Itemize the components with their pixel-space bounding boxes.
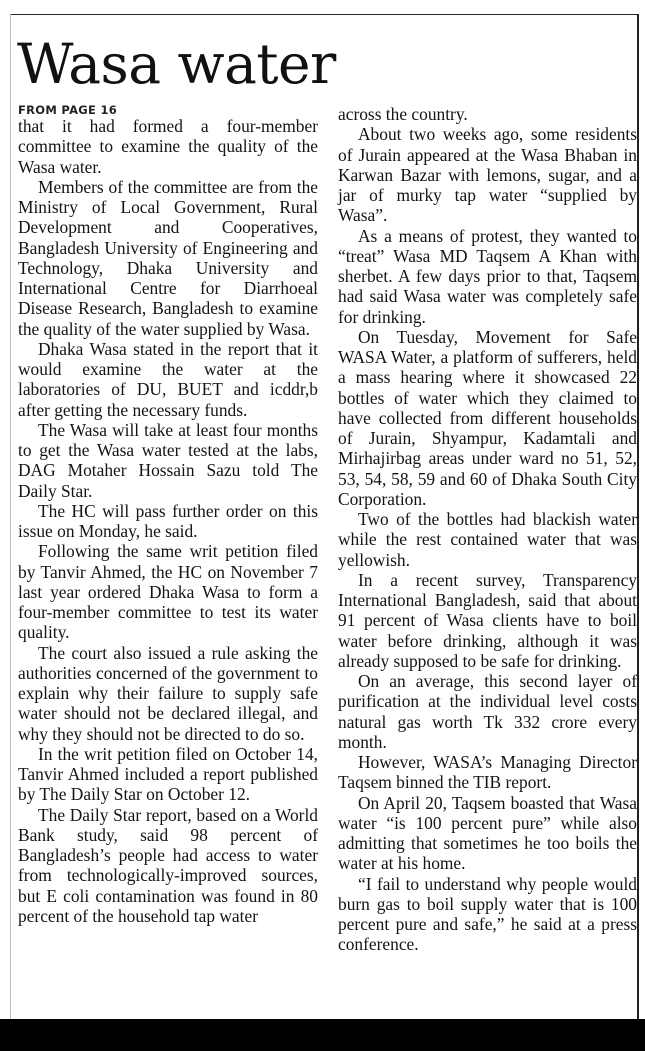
left-border — [10, 14, 11, 1019]
left-column — [18, 103, 318, 926]
paragraph: across the country. — [338, 104, 468, 124]
paragraph: On Tuesday, Movement for Safe WASA Water, a platform of sufferers, held a mass hearing where it showcased 22 bottles of water which they claimed to have collected from different households of Jurain, Shyampur, Kadamtali and Mirhajirbag areas under ward no 51, 52, 53, 54, 58, 59 and 60 of Dhaka South City Corporation. — [338, 326, 637, 509]
paragraph: On April 20, Taqsem boasted that Wasa water “is 100 percent pure” while also admitting that sometimes he too boils the water at his home. — [338, 792, 637, 874]
paragraph: Following the same writ petition filed by Tanvir Ahmed, the HC on November 7 last year ordered Dhaka Wasa to form a four-member committee to test its water quality. — [18, 541, 318, 643]
paragraph: As a means of protest, they wanted to “treat” Wasa MD Taqsem A Khan with sherbet. A few days prior to that, Taqsem had said Wasa water was completely safe for drinking. — [338, 225, 637, 327]
bottom-black-band — [0, 1019, 645, 1051]
paragraph: About two weeks ago, some residents of Jurain appeared at the Wasa Bhaban in Karwan Bazar with lemons, sugar, and a jar of murky tap water “supplied by Wasa”. — [338, 124, 637, 226]
paragraph: In the writ petition filed on October 14, Tanvir Ahmed included a report published by The Daily Star on October 12. — [18, 743, 318, 805]
paragraph: The Daily Star report, based on a World Bank study, said 98 percent of Bangladesh’s people had access to water from technologically-improved sources, but E coli contamination was found in 80 percent of the household tap water — [18, 804, 318, 926]
paragraph: In a recent survey, Transparency International Bangladesh, said that about 91 percent of Wasa clients have to boil water before drinking, although it was already supposed to be safe for drinking. — [338, 569, 637, 671]
paragraph: that it had formed a four-member committee to examine the quality of the Wasa water. — [18, 116, 318, 177]
paragraph: Two of the bottles had blackish water while the rest contained water that was yellowish. — [338, 509, 637, 570]
paragraph: Dhaka Wasa stated in the report that it would examine the water at the laboratories of DU, BUET and icddr,b after getting the necessary funds. — [18, 338, 318, 420]
paragraph: However, WASA’s Managing Director Taqsem binned the TIB report. — [338, 752, 637, 793]
article-headline: Wasa water — [17, 32, 336, 96]
paragraph: The HC will pass further order on this issue on Monday, he said. — [18, 500, 318, 541]
paragraph: The court also issued a rule asking the authorities concerned of the government to explain why their failure to supply safe water should not be declared illegal, and why they should not be directed to do so. — [18, 642, 318, 744]
paragraph: The Wasa will take at least four months to get the Wasa water tested at the labs, DAG Motaher Hossain Sazu told The Daily Star. — [18, 419, 318, 501]
right-border — [637, 14, 639, 1019]
right-column — [338, 104, 637, 955]
top-rule — [10, 14, 639, 15]
continuation-label: FROM PAGE 16 — [18, 103, 118, 117]
paragraph: Members of the committee are from the Ministry of Local Government, Rural Development and Cooperatives, Bangladesh University of Engineering and Technology, Dhaka University and International Centre for Diarrhoeal Disease Research, Bangladesh to examine the quality of the water supplied by Wasa. — [18, 176, 318, 339]
paragraph: “I fail to understand why people would burn gas to boil supply water that is 100 percent pure and safe,” he said at a press conference. — [338, 873, 637, 955]
paragraph: On an average, this second layer of purification at the individual level costs natural gas worth Tk 332 crore every month. — [338, 671, 637, 752]
